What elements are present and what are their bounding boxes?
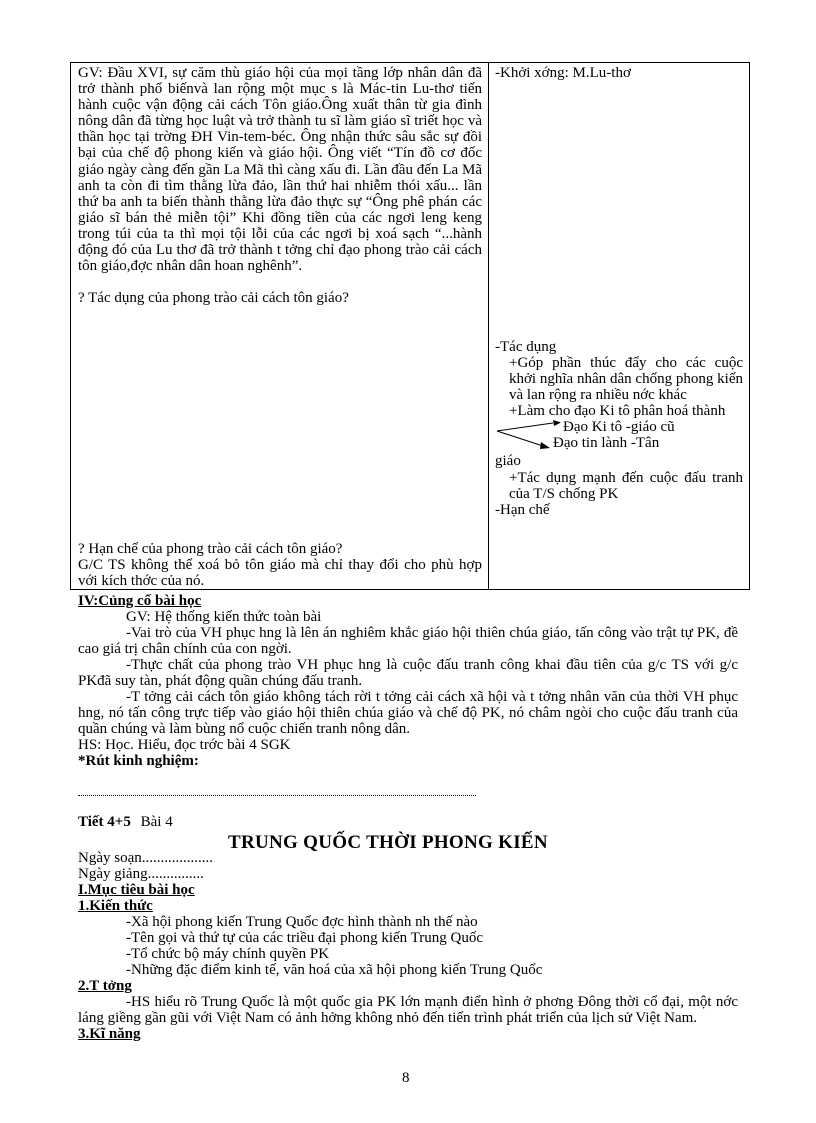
effect-item-2: +Làm cho đạo Ki tô phân hoá thành [509, 403, 726, 420]
branch-diagram [495, 419, 743, 453]
thought-heading: 2.T tởng [78, 978, 132, 994]
experience-heading: *Rút kinh nghiệm: [78, 753, 199, 769]
branch-protestant-cont: giáo [495, 453, 521, 470]
page-number: 8 [402, 1070, 410, 1086]
section-consolidation [78, 593, 738, 769]
effect-item-1: +Góp phần thúc đẩy cho các cuộc khởi nghĩa nhân dân chống phong kiến và lan rộng ra nhiều nớc khác [509, 355, 743, 404]
effect-title: -Tác dụng [495, 339, 557, 355]
lesson-number: Bài 4 [140, 814, 173, 830]
limit-title: -Hạn chế [495, 501, 550, 518]
consolidation-line: -Vai trò của VH phục hng là lên án nghiêm khắc giáo hội thiên chúa giáo, tấn công vào trật tự PK, đề cao giá trị chân chính của con ngời. [78, 625, 738, 657]
content-column [489, 63, 749, 589]
effect-block [495, 339, 743, 518]
section-heading: IV:Củng cố bài học [78, 593, 202, 609]
thought-text: -HS hiểu rõ Trung Quốc là một quốc gia PK lớn mạnh điển hình ở phơng Đông thời cổ đại, một nớc láng giềng gần gũi với Việt Nam có ảnh hởng không nhỏ đến tiến trình phát triển của lịch sử Việt Nam. [78, 994, 738, 1026]
teacher-activity-column [71, 63, 489, 589]
knowledge-item: -Tên gọi và thứ tự của các triều đại phong kiến Trung Quốc [126, 930, 484, 946]
homework-line: HS: Học. Hiểu, đọc trớc bài 4 SGK [78, 737, 291, 753]
effect-item-3: +Tác dụng mạnh đến cuộc đấu tranh của T/S chống PK [509, 469, 743, 502]
question-limit: ? Hạn chế của phong trào cải cách tôn giáo? [78, 541, 343, 557]
prep-date: Ngày soạn................... [78, 850, 213, 866]
limit-explanation: G/C TS không thể xoá bỏ tôn giáo mà chỉ thay đổi cho phù hợp với kích thớc của nó. [78, 557, 482, 590]
lesson-plan [78, 850, 738, 1042]
consolidation-line: -Thực chất của phong trào VH phục hng là cuộc đấu tranh công khai đầu tiên của g/c TS với g/c PKđã suy tàn, phát động quần chúng đấu tranh. [78, 657, 738, 689]
consolidation-line: -T tởng cải cách tôn giáo không tách rời t tởng cải cách xã hội và t tởng nhân văn của thời VH phục hng, nó tấn công trực tiếp vào giáo hội thiên chúa giáo và chế độ PK, nó châm ngòi cho cuộc đấu tranh của quần chúng và làm bùng nổ cuộc chiến tranh nông dân. [78, 689, 738, 737]
knowledge-item: -Xã hội phong kiến Trung Quốc đợc hình thành nh thế nào [126, 914, 478, 930]
lesson-title: TRUNG QUỐC THỜI PHONG KIẾN [228, 832, 548, 853]
knowledge-heading: 1.Kiến thức [78, 898, 153, 914]
dotted-rule [78, 795, 476, 796]
lesson-label [78, 814, 738, 830]
knowledge-item: -Tổ chức bộ máy chính quyền PK [126, 946, 330, 962]
consolidation-line: GV: Hệ thống kiến thức toàn bài [126, 609, 322, 625]
objectives-heading: I.Mục tiêu bài học [78, 882, 195, 898]
period-label: Tiết 4+5 [78, 814, 131, 830]
initiator-note: -Khởi xớng: M.Lu-thơ [495, 65, 631, 81]
skills-heading: 3.Kĩ năng [78, 1026, 141, 1042]
branch-catholic: Đạo Ki tô -giáo cũ [563, 419, 675, 436]
question-effect: ? Tác dụng của phong trào cải cách tôn giáo? [78, 290, 349, 307]
teach-date: Ngày giảng............... [78, 866, 204, 882]
knowledge-item: -Những đặc điểm kinh tế, văn hoá của xã hội phong kiến Trung Quốc [126, 962, 543, 978]
lesson-table [70, 62, 750, 590]
branch-protestant: Đạo tin lành -Tân [553, 435, 660, 452]
teacher-narrative: GV: Đầu XVI, sự căm thù giáo hội của mọi tầng lớp nhân dân đã trở thành phổ biếnvà lan rộng một mục s là Mác-tin Lu-thơ tiến hành cuộc vận động cải cách Tôn giáo.Ông xuất thân từ gia đình nông dân đã từng học luật và trở thành tu sĩ làm giáo sĩ triết học và thần học tại trờng ĐH Vin-tem-béc. Ông nhận thức sâu sắc sự đồi bại của chế độ phong kiến và giáo hội. Ông viết “Tín đồ cơ đốc giáo ngày càng đến gần La Mã thì càng xấu đi. Lần đầu đến La Mã anh ta còn đi tìm thằng lừa đảo, lần thứ hai nhiễm thói xấu... lần thứ ba anh ta biến thành thằng lừa đảo thực sự “Ông phê phán các giáo sĩ bán thẻ miễn tội” Khi đồng tiền của các ngơi leng keng trong túi của ta thì mọi tội lỗi của các ngơi bị xoá sạch “...hành động đó của Lu thơ đã trở thành t tởng chỉ đạo phong trào cải cách tôn giáo,đợc nhân dân hoan nghênh”. [78, 65, 482, 275]
